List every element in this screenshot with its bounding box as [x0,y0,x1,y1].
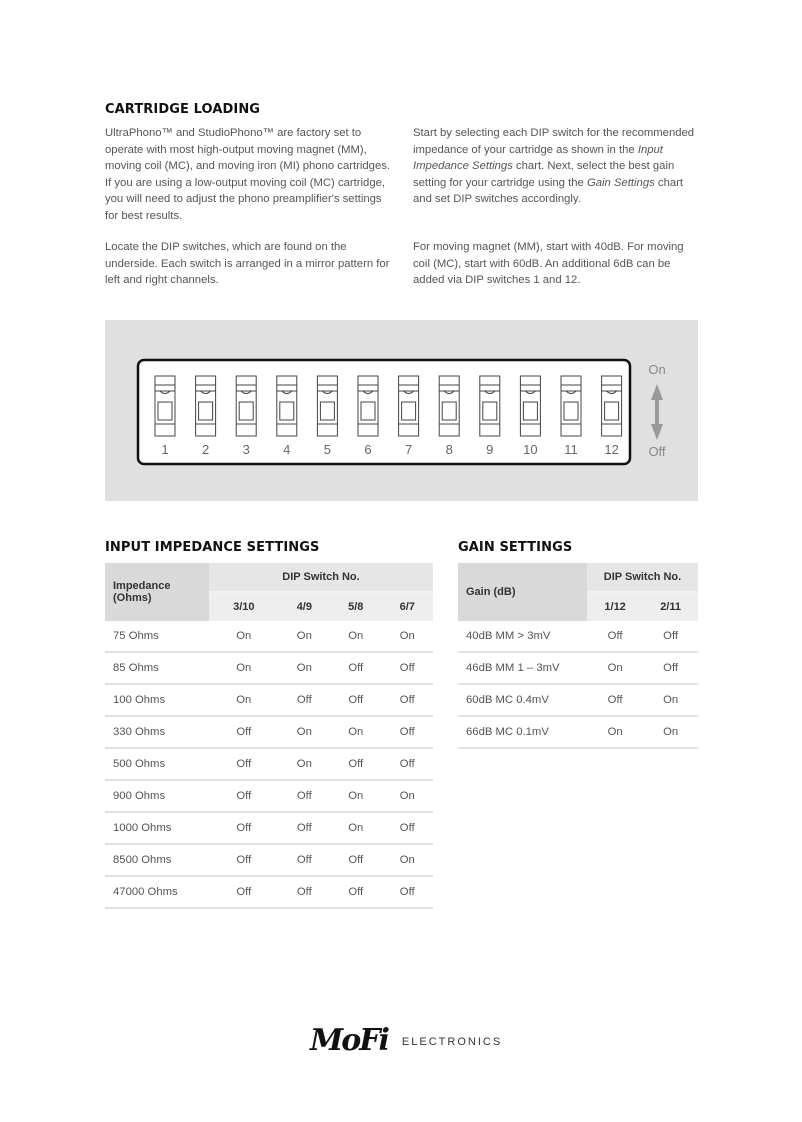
column-header: 2/11 [643,593,698,621]
text: chart and set DIP switches accordingly. [413,176,684,206]
switch-state: On [209,685,279,717]
table-row [105,621,433,653]
row-label: 1000 Ohms [105,813,209,845]
switch-state: Off [209,749,279,781]
dip-switch [480,376,500,436]
switch-state: On [279,621,330,653]
switch-state: On [279,653,330,685]
row-label: 85 Ohms [105,653,209,685]
table-row [458,621,698,653]
start-gain-paragraph: For moving magnet (MM), start with 40dB. For moving coil (MC), start with 60dB. An additional 6dB can be added via DIP switches 1 and 12. [413,241,684,287]
row-label: 46dB MM 1 – 3mV [458,653,587,685]
switch-number: 9 [486,442,494,457]
row-label: 40dB MM > 3mV [458,621,587,653]
switch-state: On [381,781,433,813]
table-row [105,845,433,877]
switch-state: Off [381,717,433,749]
switch-number: 3 [242,442,250,457]
switch-state: Off [209,781,279,813]
table-row [458,717,698,749]
impedance-table [105,563,433,909]
switch-state: On [330,813,381,845]
switch-number: 1 [161,442,169,457]
switch-state: Off [209,845,279,877]
row-label: 330 Ohms [105,717,209,749]
section-title: CARTRIDGE LOADING [105,102,261,117]
electronics-wordmark: ELECTRONICS [401,1036,503,1048]
impedance-title: INPUT IMPEDANCE SETTINGS [105,540,320,555]
chart-reference: Gain Settings [586,176,655,189]
gain-table [458,563,698,749]
chart-reference: Input Impedance Settings [413,143,663,173]
row-label: 60dB MC 0.4mV [458,685,587,717]
text: chart. Next, select the best gain setting for your cartridge using the [413,160,675,189]
switch-state: On [209,621,279,653]
dip-switch [358,376,378,436]
switch-state: On [643,717,698,749]
row-label: 66dB MC 0.1mV [458,717,587,749]
switch-state: On [587,653,643,685]
switch-state: Off [330,749,381,781]
table-row [105,749,433,781]
switch-state: Off [330,845,381,877]
dip-switch-illustration [105,320,698,501]
instructions-paragraph [413,125,703,208]
switch-state: On [587,717,643,749]
dip-switch [439,376,459,436]
switch-state: Off [209,813,279,845]
switch-state: Off [381,685,433,717]
dip-switch [317,376,337,436]
dip-switch [602,376,622,436]
switch-state: Off [279,813,330,845]
dip-switch [399,376,419,436]
switch-state: On [209,653,279,685]
switch-state: Off [279,877,330,909]
switch-state: On [279,717,330,749]
switch-number: 5 [323,442,332,457]
intro-paragraph: UltraPhono™ and StudioPhono™ are factory set to operate with most high-output moving magnet (MM), moving coil (MC), and moving iron (MI) phono cartridges. If you are using a low-output moving coil (MC) cartridge, you will need to adjust the phono preamplifier's settings for best results. [105,127,391,222]
dip-switch-diagram [105,320,698,501]
row-label: 500 Ohms [105,749,209,781]
up-down-arrow-icon [651,384,663,440]
table-row [105,653,433,685]
switch-state: Off [381,813,433,845]
column-header: 6/7 [381,593,433,621]
dip-switch [155,376,175,436]
row-label: 47000 Ohms [105,877,209,909]
switch-state: On [330,717,381,749]
switch-number: 11 [564,442,578,457]
switch-state: Off [279,845,330,877]
switch-state: Off [209,877,279,909]
table-row [458,653,698,685]
impedance-header: Impedance (Ohms) [105,563,209,621]
table-row [105,781,433,813]
switch-state: Off [381,877,433,909]
switch-number: 12 [604,442,619,457]
dip-switch [196,376,216,436]
dip-switch-header: DIP Switch No. [587,563,698,593]
switch-state: Off [279,781,330,813]
text: Start by selecting each DIP switch for the recommended impedance of your cartridge as shown in the [413,127,695,156]
switch-state: Off [587,621,643,653]
switch-number: 7 [404,442,413,457]
row-label: 900 Ohms [105,781,209,813]
switch-state: Off [587,685,643,717]
gain-header: Gain (dB) [458,563,587,621]
switch-state: Off [381,653,433,685]
switch-state: On [330,781,381,813]
gain-title: GAIN SETTINGS [458,540,573,555]
table-row [105,717,433,749]
row-label: 100 Ohms [105,685,209,717]
switch-number: 6 [364,442,372,457]
switch-state: Off [643,653,698,685]
switch-number: 2 [201,442,210,457]
dip-switch [236,376,256,436]
switch-state: Off [330,685,381,717]
switch-state: Off [279,685,330,717]
column-header: 3/10 [209,593,279,621]
switch-state: On [279,749,330,781]
row-label: 75 Ohms [105,621,209,653]
switch-state: On [330,621,381,653]
column-header: 5/8 [330,593,381,621]
mofi-script-logo: MoFi [310,1022,388,1058]
off-label: Off [648,444,666,459]
switch-state: Off [643,621,698,653]
column-header: 4/9 [279,593,330,621]
mofi-electronics-logo [310,1015,502,1065]
on-label: On [648,362,666,377]
dip-switch [277,376,297,436]
switch-state: On [643,685,698,717]
switch-number: 4 [283,442,291,457]
switch-state: Off [381,749,433,781]
switch-number: 8 [445,442,453,457]
switch-state: On [381,621,433,653]
table-row [458,685,698,717]
switch-state: Off [330,653,381,685]
switch-state: Off [209,717,279,749]
dip-switch-header: DIP Switch No. [209,563,433,593]
row-label: 8500 Ohms [105,845,209,877]
dip-switch [561,376,581,436]
switch-number: 10 [523,442,538,457]
table-row [105,813,433,845]
locate-paragraph: Locate the DIP switches, which are found on the underside. Each switch is arranged in a mirror pattern for left and right channels. [105,241,390,287]
switch-state: On [381,845,433,877]
table-row [105,877,433,909]
column-header: 1/12 [587,593,643,621]
switch-state: Off [330,877,381,909]
table-row [105,685,433,717]
dip-switch [520,376,540,436]
